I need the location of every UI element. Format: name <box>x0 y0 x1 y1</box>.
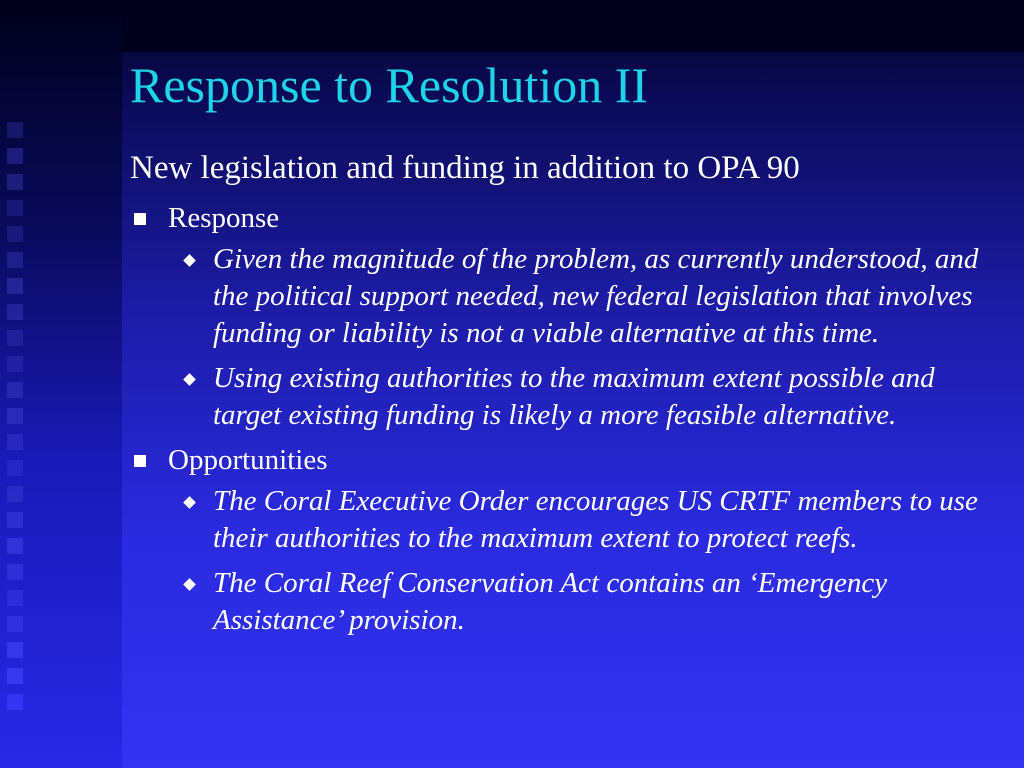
decorative-square <box>7 564 23 580</box>
list-item <box>174 483 990 557</box>
slide-subtitle: New legislation and funding in addition to OPA 90 <box>130 150 800 186</box>
section-heading-text: Opportunities <box>168 444 328 476</box>
decorative-square <box>7 590 23 606</box>
decorative-square <box>7 486 23 502</box>
decorative-square <box>7 356 23 372</box>
section-response <box>130 200 990 434</box>
decorative-square <box>7 382 23 398</box>
decorative-square <box>7 330 23 346</box>
diamond-bullet-icon <box>183 496 196 509</box>
section-heading <box>130 200 990 237</box>
decorative-square <box>7 278 23 294</box>
list-item-text: Using existing authorities to the maximum extent possible and target existing funding is likely a more feasible alternative. <box>213 362 935 431</box>
list-item-text: The Coral Executive Order encourages US CRTF members to use their authorities to the maximum extent to protect reefs. <box>213 485 978 554</box>
decorative-square <box>7 174 23 190</box>
section-items <box>174 241 990 434</box>
decorative-square <box>7 512 23 528</box>
decorative-square <box>7 408 23 424</box>
decorative-square <box>7 200 23 216</box>
decorative-square <box>7 642 23 658</box>
top-bar <box>122 0 1024 52</box>
decorative-square <box>7 668 23 684</box>
decorative-square <box>7 304 23 320</box>
section-heading-text: Response <box>168 202 280 234</box>
diamond-bullet-icon <box>183 373 196 386</box>
slide-title: Response to Resolution II <box>130 57 649 113</box>
decorative-square <box>7 148 23 164</box>
decorative-square <box>7 252 23 268</box>
decorative-square <box>7 226 23 242</box>
decorative-square <box>7 460 23 476</box>
decorative-square <box>7 694 23 710</box>
square-bullet-icon <box>134 455 146 467</box>
decorative-square <box>7 434 23 450</box>
decorative-square <box>7 538 23 554</box>
list-item <box>174 241 990 352</box>
diamond-bullet-icon <box>183 254 196 267</box>
decorative-square <box>7 616 23 632</box>
section-items <box>174 483 990 639</box>
section-opportunities <box>130 442 990 639</box>
decorative-square <box>7 122 23 138</box>
left-decorative-panel <box>0 0 122 768</box>
list-item <box>174 360 990 434</box>
list-item-text: Given the magnitude of the problem, as currently understood, and the political support needed, new federal legislation that involves funding or liability is not a viable alternative at this time. <box>213 243 979 349</box>
section-heading <box>130 442 990 479</box>
square-bullet-icon <box>134 213 146 225</box>
list-item <box>174 565 990 639</box>
decorative-squares <box>7 122 27 720</box>
slide-content <box>130 200 990 647</box>
list-item-text: The Coral Reef Conservation Act contains an ‘Emergency Assistance’ provision. <box>213 567 888 636</box>
diamond-bullet-icon <box>183 578 196 591</box>
